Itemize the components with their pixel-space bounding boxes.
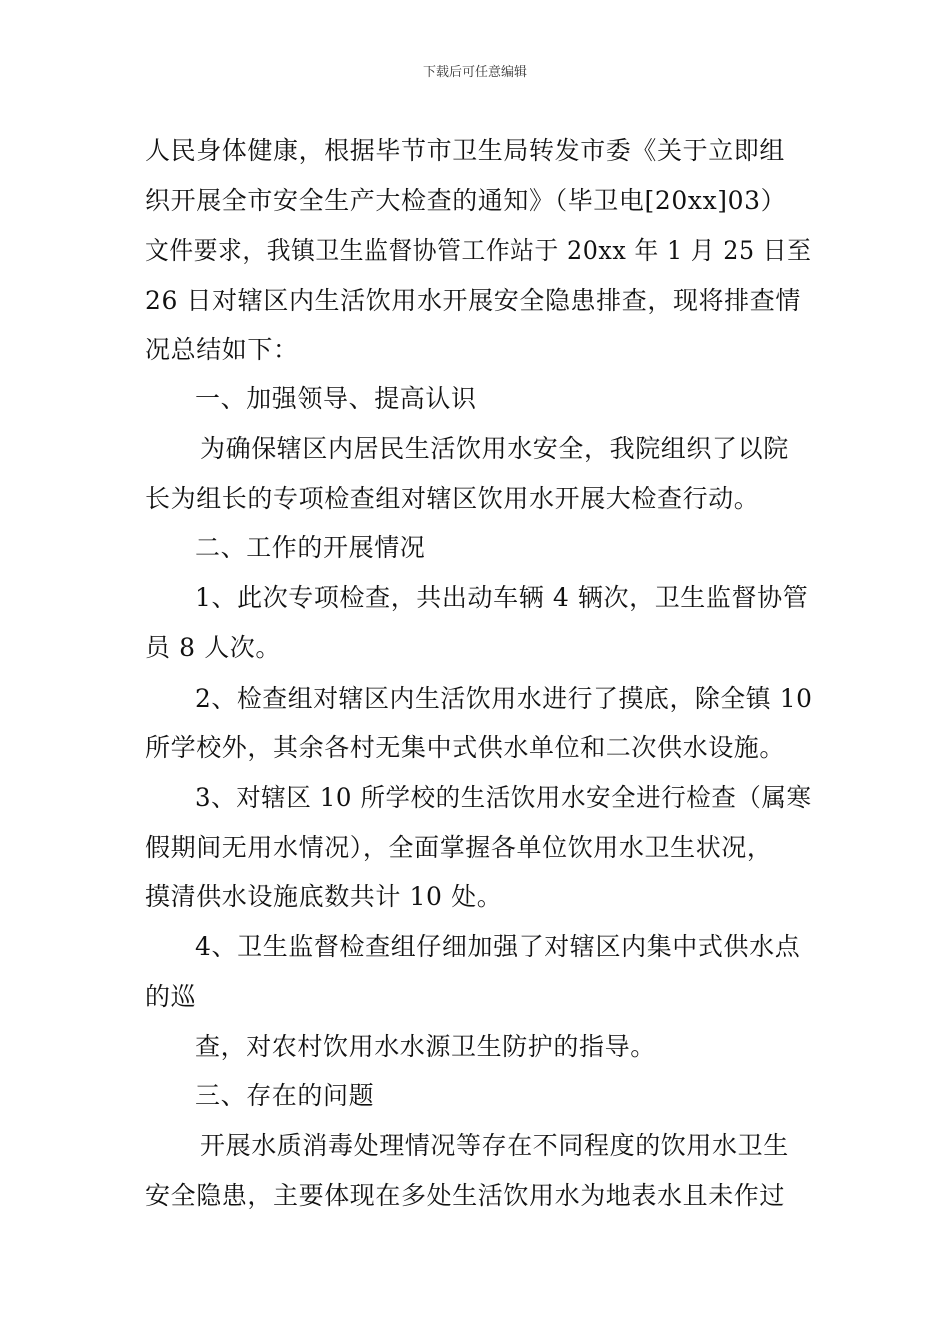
section-heading: 三、存在的问题 (195, 1081, 375, 1110)
body-line: 2、检查组对辖区内生活饮用水进行了摸底，除全镇 10 (195, 684, 813, 713)
body-line: 26 日对辖区内生活饮用水开展安全隐患排查，现将排查情 (145, 286, 801, 315)
body-line: 文件要求，我镇卫生监督协管工作站于 20xx 年 1 月 25 日至 (145, 236, 812, 265)
body-line: 为确保辖区内居民生活饮用水安全，我院组织了以院 (200, 434, 789, 463)
body-line: 假期间无用水情况），全面掌握各单位饮用水卫生状况， (145, 833, 773, 862)
body-line: 人民身体健康，根据毕节市卫生局转发市委《关于立即组 (145, 136, 786, 165)
body-line: 摸清供水设施底数共计 10 处。 (145, 882, 503, 911)
page-header: 下载后可任意编辑 (422, 65, 527, 80)
body-line: 查，对农村饮用水水源卫生防护的指导。 (195, 1032, 656, 1061)
body-line: 4、卫生监督检查组仔细加强了对辖区内集中式供水点 (195, 932, 801, 961)
body-line: 开展水质消毒处理情况等存在不同程度的饮用水卫生 (200, 1131, 789, 1160)
body-line: 况总结如下： (145, 335, 299, 364)
body-line: 安全隐患，主要体现在多处生活饮用水为地表水且未作过 (145, 1181, 786, 1210)
body-line: 的巡 (145, 982, 197, 1011)
body-line: 织开展全市安全生产大检查的通知》（毕卫电[20xx]03） (145, 186, 787, 215)
body-line: 所学校外，其余各村无集中式供水单位和二次供水设施。 (145, 733, 786, 762)
body-line: 3、对辖区 10 所学校的生活饮用水安全进行检查（属寒 (195, 783, 812, 812)
section-heading: 一、加强领导、提高认识 (195, 384, 477, 413)
body-line: 长为组长的专项检查组对辖区饮用水开展大检查行动。 (145, 484, 760, 513)
section-heading: 二、工作的开展情况 (195, 533, 426, 562)
body-line: 1、此次专项检查，共出动车辆 4 辆次，卫生监督协管 (195, 583, 809, 612)
body-line: 员 8 人次。 (145, 633, 281, 662)
